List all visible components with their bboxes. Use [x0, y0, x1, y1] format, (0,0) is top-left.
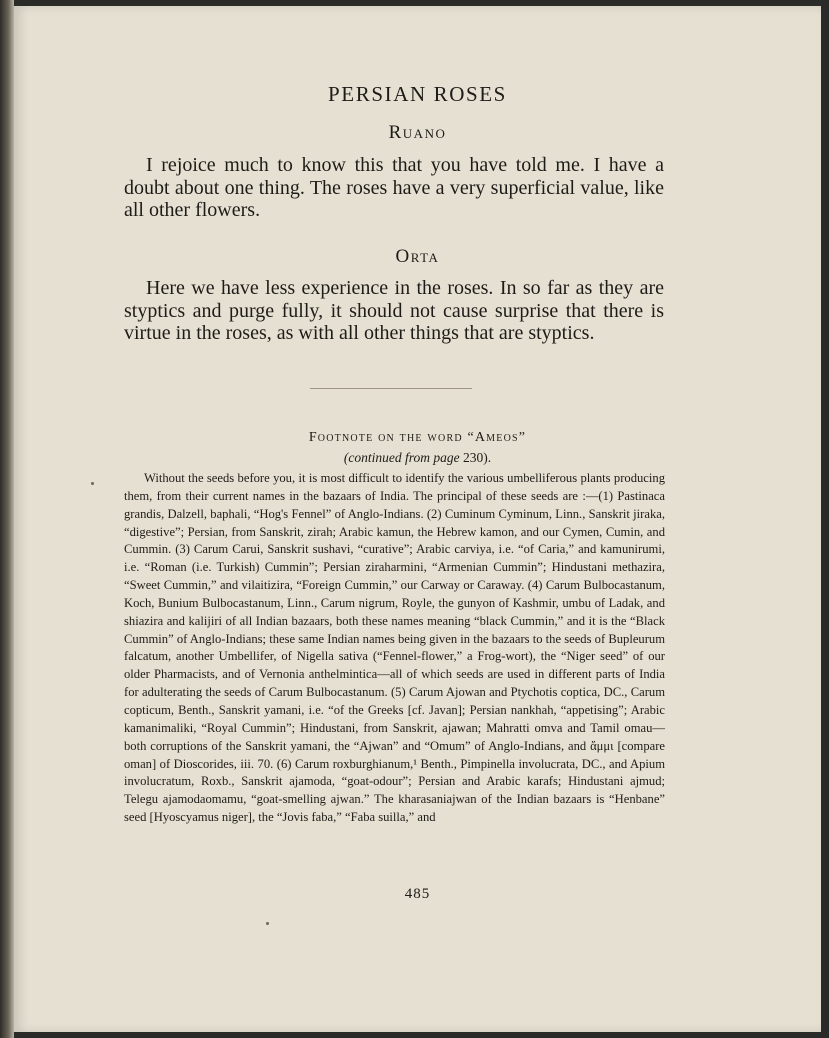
footnote-text: Without the seeds before you, it is most difficult to identify the various umbelliferous plants producing them, from their current names in the bazaars of India. The principal of these seeds are :—(1) Pastinaca grandis, Dalzell, baphali, “Hog's Fennel” of Anglo-Indians. (2) Cuminum Cyminum, Linn., Sanskrit jiraka, “digestive”; Persian, from Sanskrit, zirah; Arabic kamun, the Hebrew kamon, and our Cymen, Cumin, and Cummin. (3) Carum Carui, Sanskrit sushavi, “curative”; Arabic carviya, i.e. “of Caria,” and kamunirumi, i.e. “Roman (i.e. Turkish) Cummin”; Persian ziraharmini, “Armenian Cummin”; Hindustani methazira, “Sweet Cummin,” and vilaitizira, “Foreign Cummin,” our Carway or Caraway. (4) Carum Bulbocastanum, Koch, Bunium Bulbocastanum, Linn., Carum nigrum, Royle, the gunyon of Kashmir, umbu of Ladak, and shiazira and kalijiri of all Indian bazaars, both these names meaning “black Cummin,” and it is the “Black Cummin” of Anglo-Indians; these same Indian names being given in the bazaars to the seeds of Bupleurum falcatum, another Umbellifer, of Nigella sativa (“Fennel-flower,” a Frog-wort), the “Niger seed” of our older Pharmacists, and of Vernonia anthelmintica—all of which seeds are used in different parts of India for adulterating the seeds of Carum Bulbocastanum. (5) Carum Ajowan and Ptychotis coptica, DC., Carum copticum, Benth., Sanskrit yamani, i.e. “of the Greeks [cf. Javan]; Persian nankhah, “appetising”; Arabic kamanimaliki, “Royal Cummin”; Hindustani, from Sanskrit, ajawan; Mahratti omva and Tamil omau—both corruptions of the Sanskrit yamani, the “Ajwan” and “Omum” of Anglo-Indians, and ἄμμι [compare oman] of Dioscorides, iii. 70. (6) Carum roxburghianum,¹ Benth., Pimpinella involucrata, DC., and Apium involucratum, Roxb., Sanskrit ajamoda, “goat-odour”; Persian and Arabic karafs; Hindustani ajmud; Telegu ajamodaomamu, “goat-smelling ajwan.” The kharasaniajwan of the Indian bazaars is “Henbane” seed [Hyoscyamus niger], the “Jovis faba,” “Faba suilla,” and	[124, 471, 665, 825]
continued-prefix: (continued from page	[343, 450, 463, 465]
book-page	[14, 6, 821, 1032]
footnote-continued	[14, 450, 821, 466]
footnote-heading: Footnote on the word “Ameos”	[308, 430, 527, 445]
section-divider	[310, 388, 472, 389]
speech-orta	[124, 277, 664, 345]
speaker-ruano: Ruano	[388, 122, 447, 143]
speaker-orta: Orta	[395, 246, 440, 267]
print-speck	[91, 482, 94, 485]
continued-page-number: 230	[462, 450, 484, 465]
book-gutter	[0, 0, 14, 1038]
footnote-body	[124, 470, 665, 827]
print-speck	[266, 922, 269, 925]
page-number: 485	[404, 886, 431, 902]
speech-ruano-text: I rejoice much to know this that you have told me. I have a doubt about one thing. The roses have a very superficial value, like all other flowers.	[124, 154, 664, 221]
page-title: PERSIAN ROSES	[328, 82, 507, 106]
continued-suffix: ).	[483, 450, 492, 465]
speech-orta-text: Here we have less experience in the roses. In so far as they are styptics and purge fully, it should not cause surprise that there is virtue in the roses, as with all other things that are styptics.	[124, 277, 664, 344]
speech-ruano	[124, 154, 664, 222]
